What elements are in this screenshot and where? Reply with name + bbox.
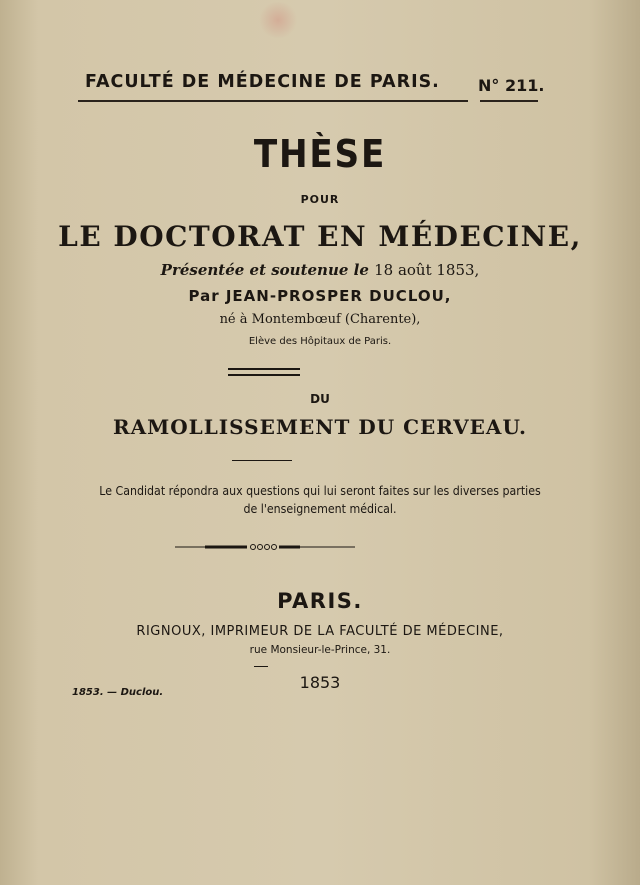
subject-title: RAMOLLISSEMENT DU CERVEAU. — [112, 415, 528, 439]
header-rule-short — [480, 100, 538, 102]
du-label: DU — [310, 392, 330, 406]
year-dash — [254, 666, 268, 667]
imprint-address: rue Monsieur-le-Prince, 31. — [249, 644, 391, 656]
birthplace-line: né à Montembœuf (Charente), — [219, 312, 421, 327]
imprint-city: PARIS. — [277, 589, 363, 613]
degree-title: LE DOCTORAT EN MÉDECINE, — [58, 220, 582, 253]
thesis-title: THÈSE — [253, 132, 387, 176]
shelf-annotation: 1853. — Duclou. — [72, 687, 164, 698]
imprint-year: 1853 — [299, 673, 341, 692]
faculty-header: FACULTÉ DE MÉDECINE DE PARIS. — [85, 72, 440, 92]
ornamental-rule — [175, 544, 355, 550]
imprint-printer: RIGNOUX, IMPRIMEUR DE LA FACULTÉ DE MÉDECINE, — [136, 624, 504, 639]
candidate-notice — [26, 482, 615, 518]
presentation-date: 18 août 1853, — [374, 261, 480, 279]
double-rule-top — [228, 368, 300, 370]
presentation-line — [0, 261, 640, 279]
author-line: Par JEAN-PROSPER DUCLOU, — [188, 287, 452, 305]
presentation-prefix: Présentée et soutenue le — [160, 261, 375, 279]
header-rule — [78, 100, 468, 102]
middle-rule — [232, 460, 292, 461]
pour-label: POUR — [300, 193, 340, 206]
candidate-notice-line-1: Le Candidat répondra aux questions qui lui seront faites sur les diverses parties — [99, 484, 541, 498]
double-rule-bottom — [228, 374, 300, 376]
thesis-number: N° 211. — [478, 76, 545, 95]
candidate-notice-line-2: de l'enseignement médical. — [243, 502, 397, 516]
author-status: Elève des Hôpitaux de Paris. — [248, 336, 392, 347]
ink-stain — [258, 2, 298, 38]
